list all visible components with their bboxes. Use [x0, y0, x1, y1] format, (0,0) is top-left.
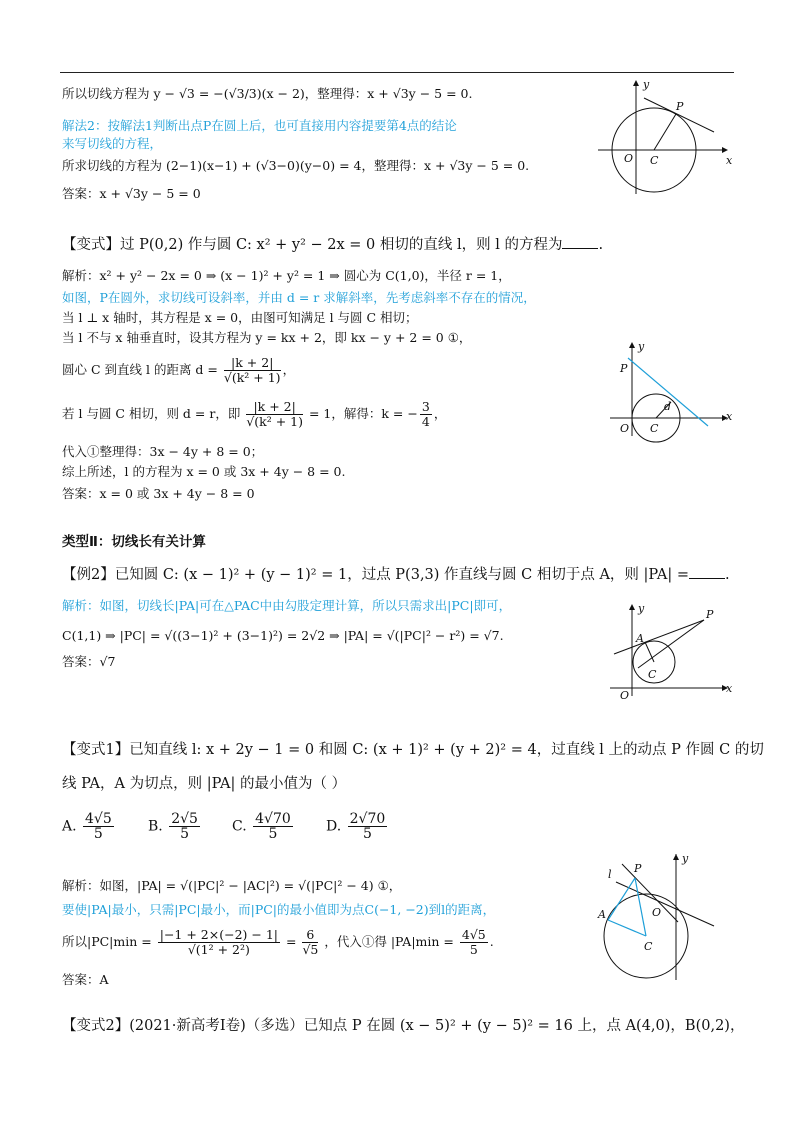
- fraction: [302, 928, 318, 957]
- option-a: [62, 812, 116, 841]
- denominator: √5: [302, 942, 319, 957]
- fraction: [169, 812, 200, 841]
- fraction: [420, 400, 432, 429]
- label-o: O: [620, 422, 630, 435]
- option-label: C.: [232, 818, 247, 835]
- variant1-question: 线 PA，A 为切点，则 |PA| 的最小值为（ ）: [62, 776, 347, 792]
- radius-cp: [654, 114, 676, 150]
- fraction: [224, 356, 281, 385]
- answer-line: 答案：x = 0 或 3x + 4y − 8 = 0: [62, 486, 255, 501]
- distance-formula: 圆心 C 到直线 l 的距离 d = $\frac{|k + 2|}{\text{√(k² + 1)}}$ ，: [62, 355, 296, 385]
- label-y: y: [682, 852, 689, 865]
- denominator: 5: [180, 826, 190, 842]
- figure-circle-tangent-2: [608, 340, 738, 440]
- method2-line: 解法2：按解法1判断出点P在圆上后，也可直接用内容提要第4点的结论: [62, 118, 457, 133]
- label-p: P: [634, 862, 642, 875]
- label-o: O: [620, 689, 630, 702]
- answer-line: 答案：A: [62, 972, 109, 987]
- y-axis-arrow: [629, 604, 635, 610]
- label-c: C: [644, 940, 653, 953]
- label-o: O: [624, 152, 634, 165]
- fraction: [348, 812, 388, 841]
- formula-prefix: 若 l 与圆 C 相切，则 d = r，即: [62, 406, 241, 421]
- numerator: 4√5: [461, 927, 486, 942]
- option-label: B.: [148, 818, 163, 835]
- tangent-condition: 若 l 与圆 C 相切，则 d = r，即 $\frac{|k + 2|}{\text{√(k² + 1)}}$ = 1，解得：k = − $\frac{3}{4}$ ，: [62, 399, 447, 429]
- header-rule: [60, 72, 734, 73]
- numerator: 6: [302, 928, 318, 943]
- solution-line: 解析：如图，|PA| = √(|PC|² − |AC|²) = √(|PC|² − 4) ①，: [62, 878, 402, 893]
- solution-line: 代入①整理得：3x − 4y + 8 = 0；: [62, 444, 264, 459]
- formula-prefix: 所以|PC|min =: [62, 934, 152, 949]
- numerator: |k + 2|: [246, 400, 303, 415]
- radius-ca: [645, 642, 654, 662]
- denominator: 5: [469, 942, 478, 957]
- text-line: 所以切线方程为 y − √3 = −(√3/3)(x − 2)，整理得：x + √3y − 5 = 0.: [62, 86, 473, 101]
- label-c: C: [650, 422, 659, 435]
- label-c: C: [648, 668, 657, 681]
- option-d: [326, 812, 389, 841]
- answer-blank: [562, 236, 598, 249]
- denominator: 4: [421, 414, 430, 429]
- option-b: [148, 812, 202, 841]
- text-line: 所求切线的方程为 (2−1)(x−1) + (√3−0)(y−0) = 4，整理得：x + √3y − 5 = 0.: [62, 158, 530, 173]
- segment-ac: [608, 920, 646, 936]
- label-c: C: [650, 154, 659, 167]
- min-pc-formula: 所以|PC|min = $\frac{|-1 + 2\times(-2) - 1|}{\text{√(1² + 2²)}}$ = $\frac{6}{√5}$ ，代入①得 |PA|min = $\frac{4√5}{5}$ .: [62, 927, 494, 957]
- figure-tangent-length: [608, 600, 738, 700]
- fraction: [83, 812, 114, 841]
- y-axis-arrow: [633, 80, 639, 86]
- example-question: 【例2】已知圆 C: (x − 1)² + (y − 1)² = 1，过点 P(3,3) 作直线与圆 C 相切于点 A，则 |PA| = .: [62, 567, 730, 583]
- fraction: [158, 928, 280, 957]
- label-p: P: [706, 608, 714, 621]
- formula-prefix: 圆心 C 到直线 l 的距离 d =: [62, 362, 218, 377]
- answer-blank: [689, 566, 725, 579]
- label-y: y: [643, 78, 650, 91]
- solution-hint: 要使|PA|最小，只需|PC|最小，而|PC|的最小值即为点C(−1, −2)到l的距离，: [62, 902, 496, 917]
- y-axis-arrow: [629, 342, 635, 348]
- tangent-line: [628, 358, 708, 426]
- label-p: P: [620, 362, 628, 375]
- numerator: 4√5: [85, 811, 112, 827]
- line-vertical-ish: [622, 864, 678, 922]
- numerator: |−1 + 2×(−2) − 1|: [159, 927, 278, 942]
- fraction: [253, 812, 293, 841]
- solution-line: 解析：x² + y² − 2x = 0 ⇒ (x − 1)² + y² = 1 ⇒ 圆心为 C(1,0)，半径 r = 1，: [62, 268, 511, 283]
- formula-text: = 1，解得：k = −: [308, 406, 418, 421]
- solution-line: C(1,1) ⇒ |PC| = √((3−1)² + (3−1)²) = 2√2 ⇒ |PA| = √(|PC|² − r²) = √7.: [62, 628, 504, 643]
- x-axis-arrow: [722, 147, 728, 153]
- section-title: 类型Ⅱ：切线长有关计算: [62, 534, 206, 550]
- solution-line: 当 l ⊥ x 轴时，其方程是 x = 0，由图可知满足 l 与圆 C 相切；: [62, 310, 418, 325]
- numerator: 3: [421, 399, 430, 414]
- formula-text: =: [285, 934, 297, 949]
- solution-line: 当 l 不与 x 轴垂直时，设其方程为 y = kx + 2，即 kx − y + 2 = 0 ①，: [62, 330, 472, 345]
- solution-line: 综上所述，l 的方程为 x = 0 或 3x + 4y − 8 = 0.: [62, 464, 346, 479]
- line-pc: [638, 620, 704, 668]
- label-d: d: [664, 400, 672, 413]
- figure-min-tangent: [590, 852, 720, 982]
- numerator: 2√70: [349, 811, 386, 827]
- denominator: √(k² + 1): [223, 370, 281, 385]
- denominator: √(k² + 1): [246, 414, 303, 429]
- label-p: P: [676, 100, 684, 113]
- variant-question: 【变式】过 P(0,2) 作与圆 C: x² + y² − 2x = 0 相切的直线 l，则 l 的方程为 .: [62, 237, 604, 253]
- y-axis-arrow: [673, 854, 679, 860]
- line-l: [616, 882, 714, 926]
- figure-circle-tangent-1: [596, 78, 736, 198]
- formula-text: ，代入①得 |PA|min =: [324, 934, 454, 949]
- option-label: D.: [326, 818, 342, 835]
- method2-line: 来写切线的方程，: [62, 136, 163, 151]
- label-x: x: [726, 410, 733, 423]
- denominator: 5: [93, 826, 103, 842]
- numerator: |k + 2|: [224, 356, 281, 371]
- label-x: x: [726, 682, 733, 695]
- variant2-question: 【变式2】(2021·新高考Ⅰ卷)（多选）已知点 P 在圆 (x − 5)² + (y − 5)² = 16 上，点 A(4,0)，B(0,2)，: [62, 1018, 745, 1034]
- solution-hint: 解析：如图，切线长|PA|可在△PAC中由勾股定理计算，所以只需求出|PC|即可，: [62, 598, 512, 613]
- numerator: 4√70: [255, 811, 291, 827]
- denominator: 5: [363, 826, 372, 842]
- fraction: [246, 400, 303, 429]
- label-l: l: [608, 868, 612, 881]
- fraction: [460, 928, 488, 957]
- variant1-question: 【变式1】已知直线 l: x + 2y − 1 = 0 和圆 C: (x + 1)² + (y + 2)² = 4，过直线 l 上的动点 P 作圆 C 的切: [62, 742, 764, 758]
- tangent-line: [614, 620, 704, 654]
- label-y: y: [638, 340, 645, 353]
- solution-hint: 如图，P在圆外，求切线可设斜率，并由 d = r 求解斜率，先考虑斜率不存在的情况，: [62, 290, 536, 305]
- variant-question-text: 【变式】过 P(0,2) 作与圆 C: x² + y² − 2x = 0 相切的直线 l，则 l 的方程为: [62, 237, 563, 253]
- example-question-text: 【例2】已知圆 C: (x − 1)² + (y − 1)² = 1，过点 P(3,3) 作直线与圆 C 相切于点 A，则 |PA| =: [62, 567, 689, 583]
- label-y: y: [638, 602, 645, 615]
- answer-line: 答案：√7: [62, 654, 116, 669]
- denominator: 5: [268, 826, 278, 842]
- label-o: O: [652, 906, 662, 919]
- denominator: √(1² + 2²): [187, 942, 250, 957]
- numerator: 2√5: [171, 811, 198, 827]
- label-a: A: [636, 632, 644, 645]
- label-x: x: [726, 154, 733, 167]
- label-a: A: [598, 908, 606, 921]
- answer-line: 答案：x + √3y − 5 = 0: [62, 186, 201, 201]
- option-c: [232, 812, 295, 841]
- option-label: A.: [62, 818, 77, 835]
